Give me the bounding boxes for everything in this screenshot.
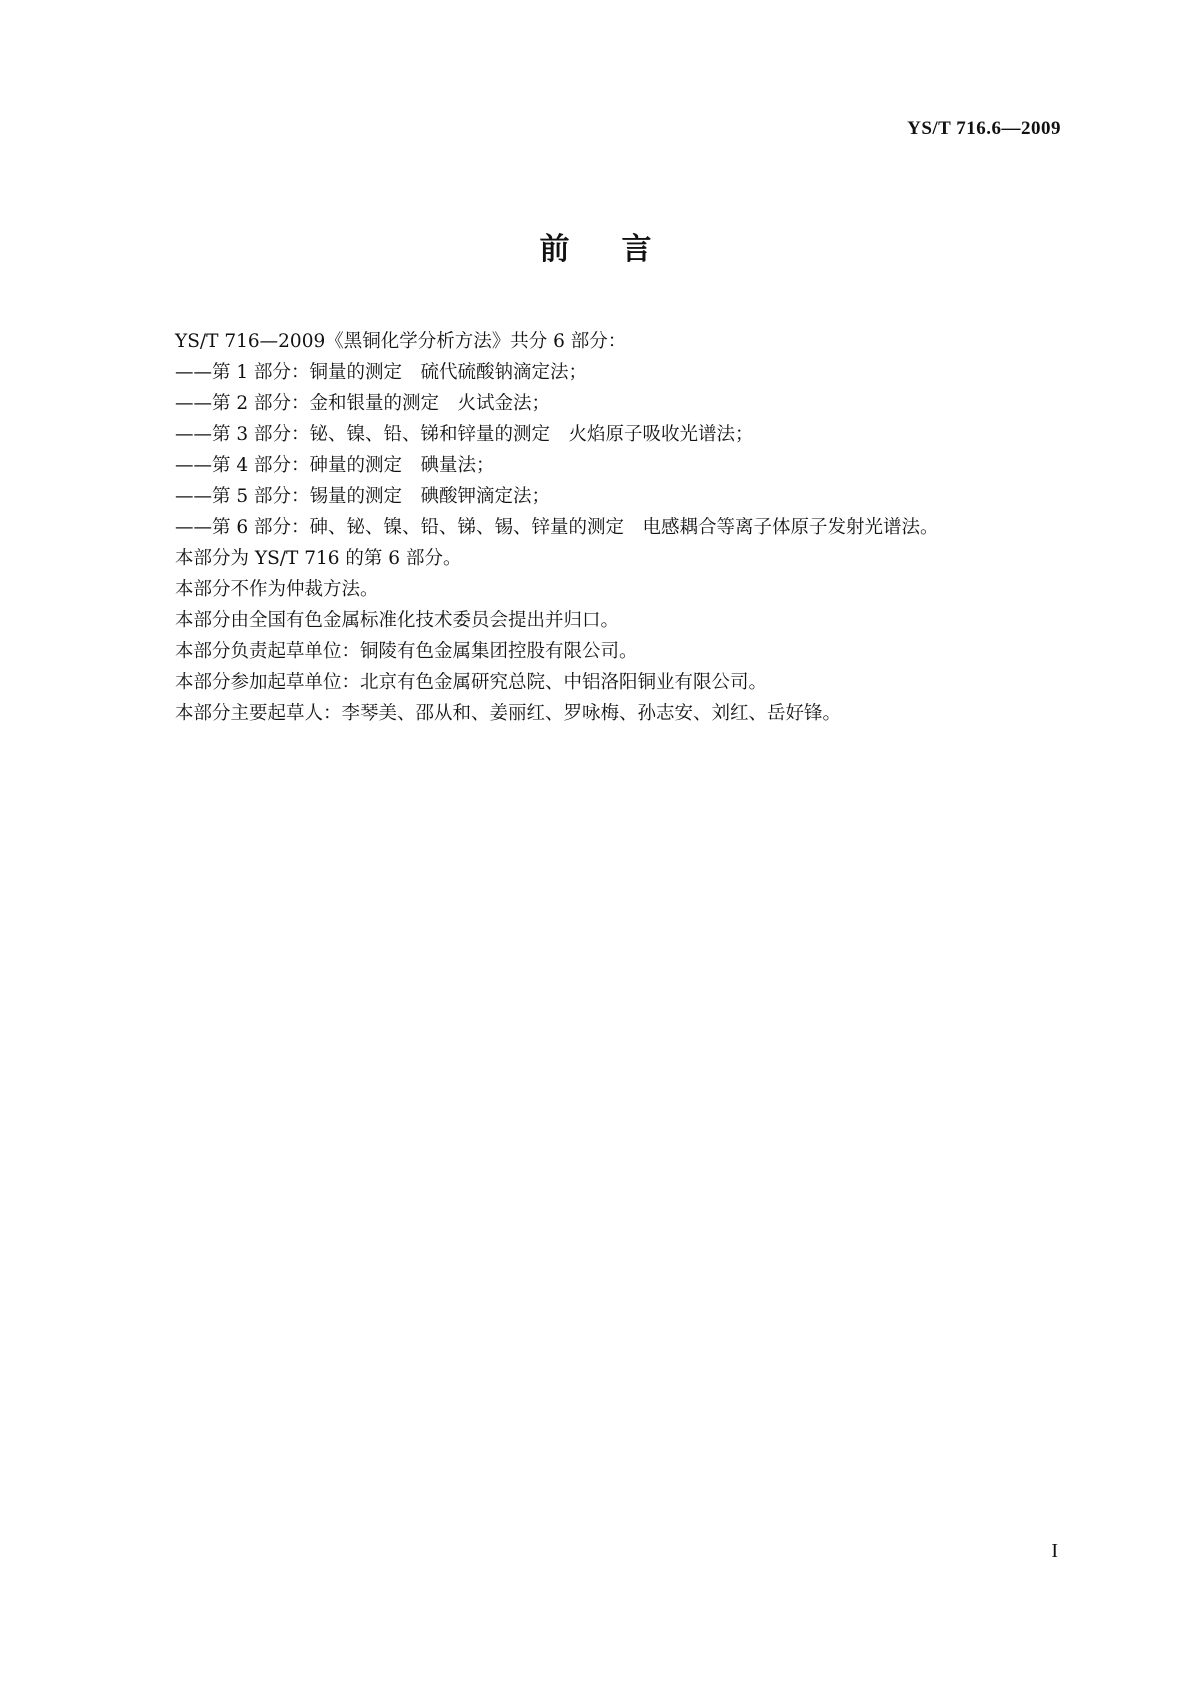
part-6-line: ——第 6 部分：砷、铋、镍、铅、锑、锡、锌量的测定 电感耦合等离子体原子发射光谱法。 xyxy=(175,517,939,538)
part-5-line: ——第 5 部分：锡量的测定 碘酸钾滴定法； xyxy=(175,486,551,507)
part-2-line: ——第 2 部分：金和银量的测定 火试金法； xyxy=(175,393,551,414)
arbitration-statement: 本部分不作为仲裁方法。 xyxy=(175,579,379,600)
foreword-body xyxy=(175,326,1075,729)
part-1-line: ——第 1 部分：铜量的测定 硫代硫酸钠滴定法； xyxy=(175,362,588,383)
page-title: 前言 xyxy=(539,232,704,267)
participating-drafter-statement: 本部分参加起草单位：北京有色金属研究总院、中铝洛阳铜业有限公司。 xyxy=(175,672,768,693)
part-3-line: ——第 3 部分：铋、镍、铅、锑和锌量的测定 火焰原子吸收光谱法； xyxy=(175,424,754,445)
page-number: I xyxy=(1051,1540,1058,1562)
main-drafters-statement: 本部分主要起草人：李琴美、邵从和、姜丽红、罗咏梅、孙志安、刘红、岳好锋。 xyxy=(175,703,842,724)
this-part-statement: 本部分为 YS/T 716 的第 6 部分。 xyxy=(175,548,462,569)
proposer-statement: 本部分由全国有色金属标准化技术委员会提出并归口。 xyxy=(175,610,620,631)
part-4-line: ——第 4 部分：砷量的测定 碘量法； xyxy=(175,455,495,476)
responsible-drafter-statement: 本部分负责起草单位：铜陵有色金属集团控股有限公司。 xyxy=(175,641,638,662)
series-intro-line: YS/T 716—2009《黑铜化学分析方法》共分 6 部分： xyxy=(175,331,627,352)
standard-number: YS/T 716.6—2009 xyxy=(907,118,1061,139)
